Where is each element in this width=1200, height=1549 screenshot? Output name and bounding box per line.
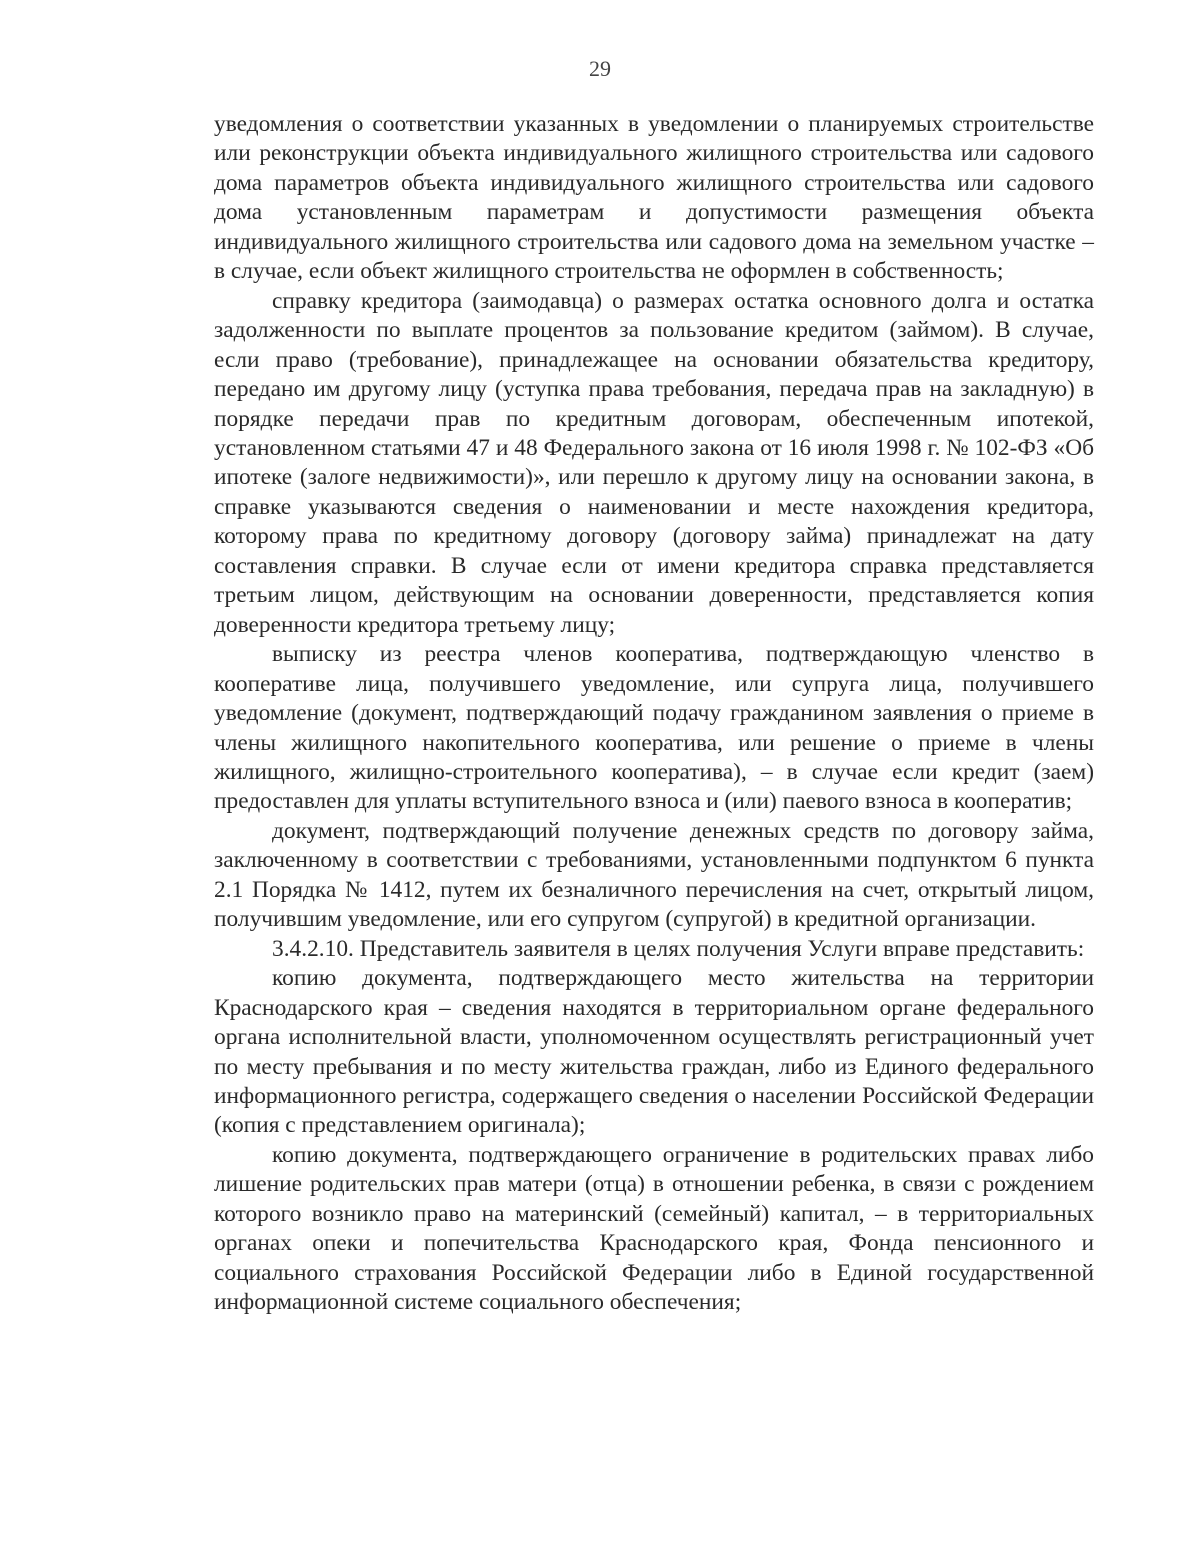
document-body [214, 110, 1094, 1318]
paragraph-5: 3.4.2.10. Представитель заявителя в целях получения Услуги вправе представить: [272, 935, 1085, 962]
paragraph-7: копию документа, подтверждающего ограничение в родительских правах либо лишение родительских прав матери (отца) в отношении ребенка, в связи с рождением которого возникло право на материнский (семейный) капитал, – в территориальных органах опеки и попечительства Краснодарского края, Фонда пенсионного и социального страхования Российской Федерации либо в Единой государственной информационной системе социального обеспечения; [214, 1141, 1094, 1316]
paragraph-4: документ, подтверждающий получение денежных средств по договору займа, заключенному в соответствии с требованиями, установленными подпунктом 6 пункта 2.1 Порядка № 1412, путем их безналичного перечисления на счет, открытый лицом, получившим уведомление, или его супругом (супругой) в кредитной организации. [214, 817, 1094, 933]
paragraph-1: уведомления о соответствии указанных в уведомлении о планируемых строительстве или реконструкции объекта индивидуального жилищного строительства или садового дома параметров объекта индивидуального жилищного строительства или садового дома установленным параметрам и допустимости размещения объекта индивидуального жилищного строительства или садового дома на земельном участке – в случае, если объект жилищного строительства не оформлен в собственность; [214, 111, 1094, 285]
paragraph-6: копию документа, подтверждающего место жительства на территории Краснодарского края – сведения находятся в территориальном органе федерального органа исполнительной власти, уполномоченном осуществлять регистрационный учет по месту пребывания и по месту жительства граждан, либо из Единого федерального информационного регистра, содержащего сведения о населении Российской Федерации (копия с представлением оригинала); [214, 965, 1094, 1139]
paragraph-2: справку кредитора (заимодавца) о размерах остатка основного долга и остатка задолженности по выплате процентов за пользование кредитом (займом). В случае, если право (требование), принадлежащее на основании обязательства кредитору, передано им другому лицу (уступка права требования, передача прав на закладную) в порядке передачи прав по кредитным договорам, обеспеченным ипотекой, установленном статьями 47 и 48 Федерального закона от 16 июля 1998 г. № 102-ФЗ «Об ипотеке (залоге недвижимости)», или перешло к другому лицу на основании закона, в справке указываются сведения о наименовании и месте нахождения кредитора, которому права по кредитному договору (договору займа) принадлежат на дату составления справки. В случае если от имени кредитора справка представляется третьим лицом, действующим на основании доверенности, представляется копия доверенности кредитора третьему лицу; [214, 287, 1094, 638]
paragraph-3: выписку из реестра членов кооператива, подтверждающую членство в кооперативе лица, получившего уведомление, или супруга лица, получившего уведомление (документ, подтверждающий подачу гражданином заявления о приеме в члены жилищного накопительного кооператива, или решение о приеме в члены жилищного, жилищно-строительного кооператива), – в случае если кредит (заем) предоставлен для уплаты вступительного взноса и (или) паевого взноса в кооператив; [214, 641, 1094, 815]
page-number: 29 [589, 56, 611, 81]
